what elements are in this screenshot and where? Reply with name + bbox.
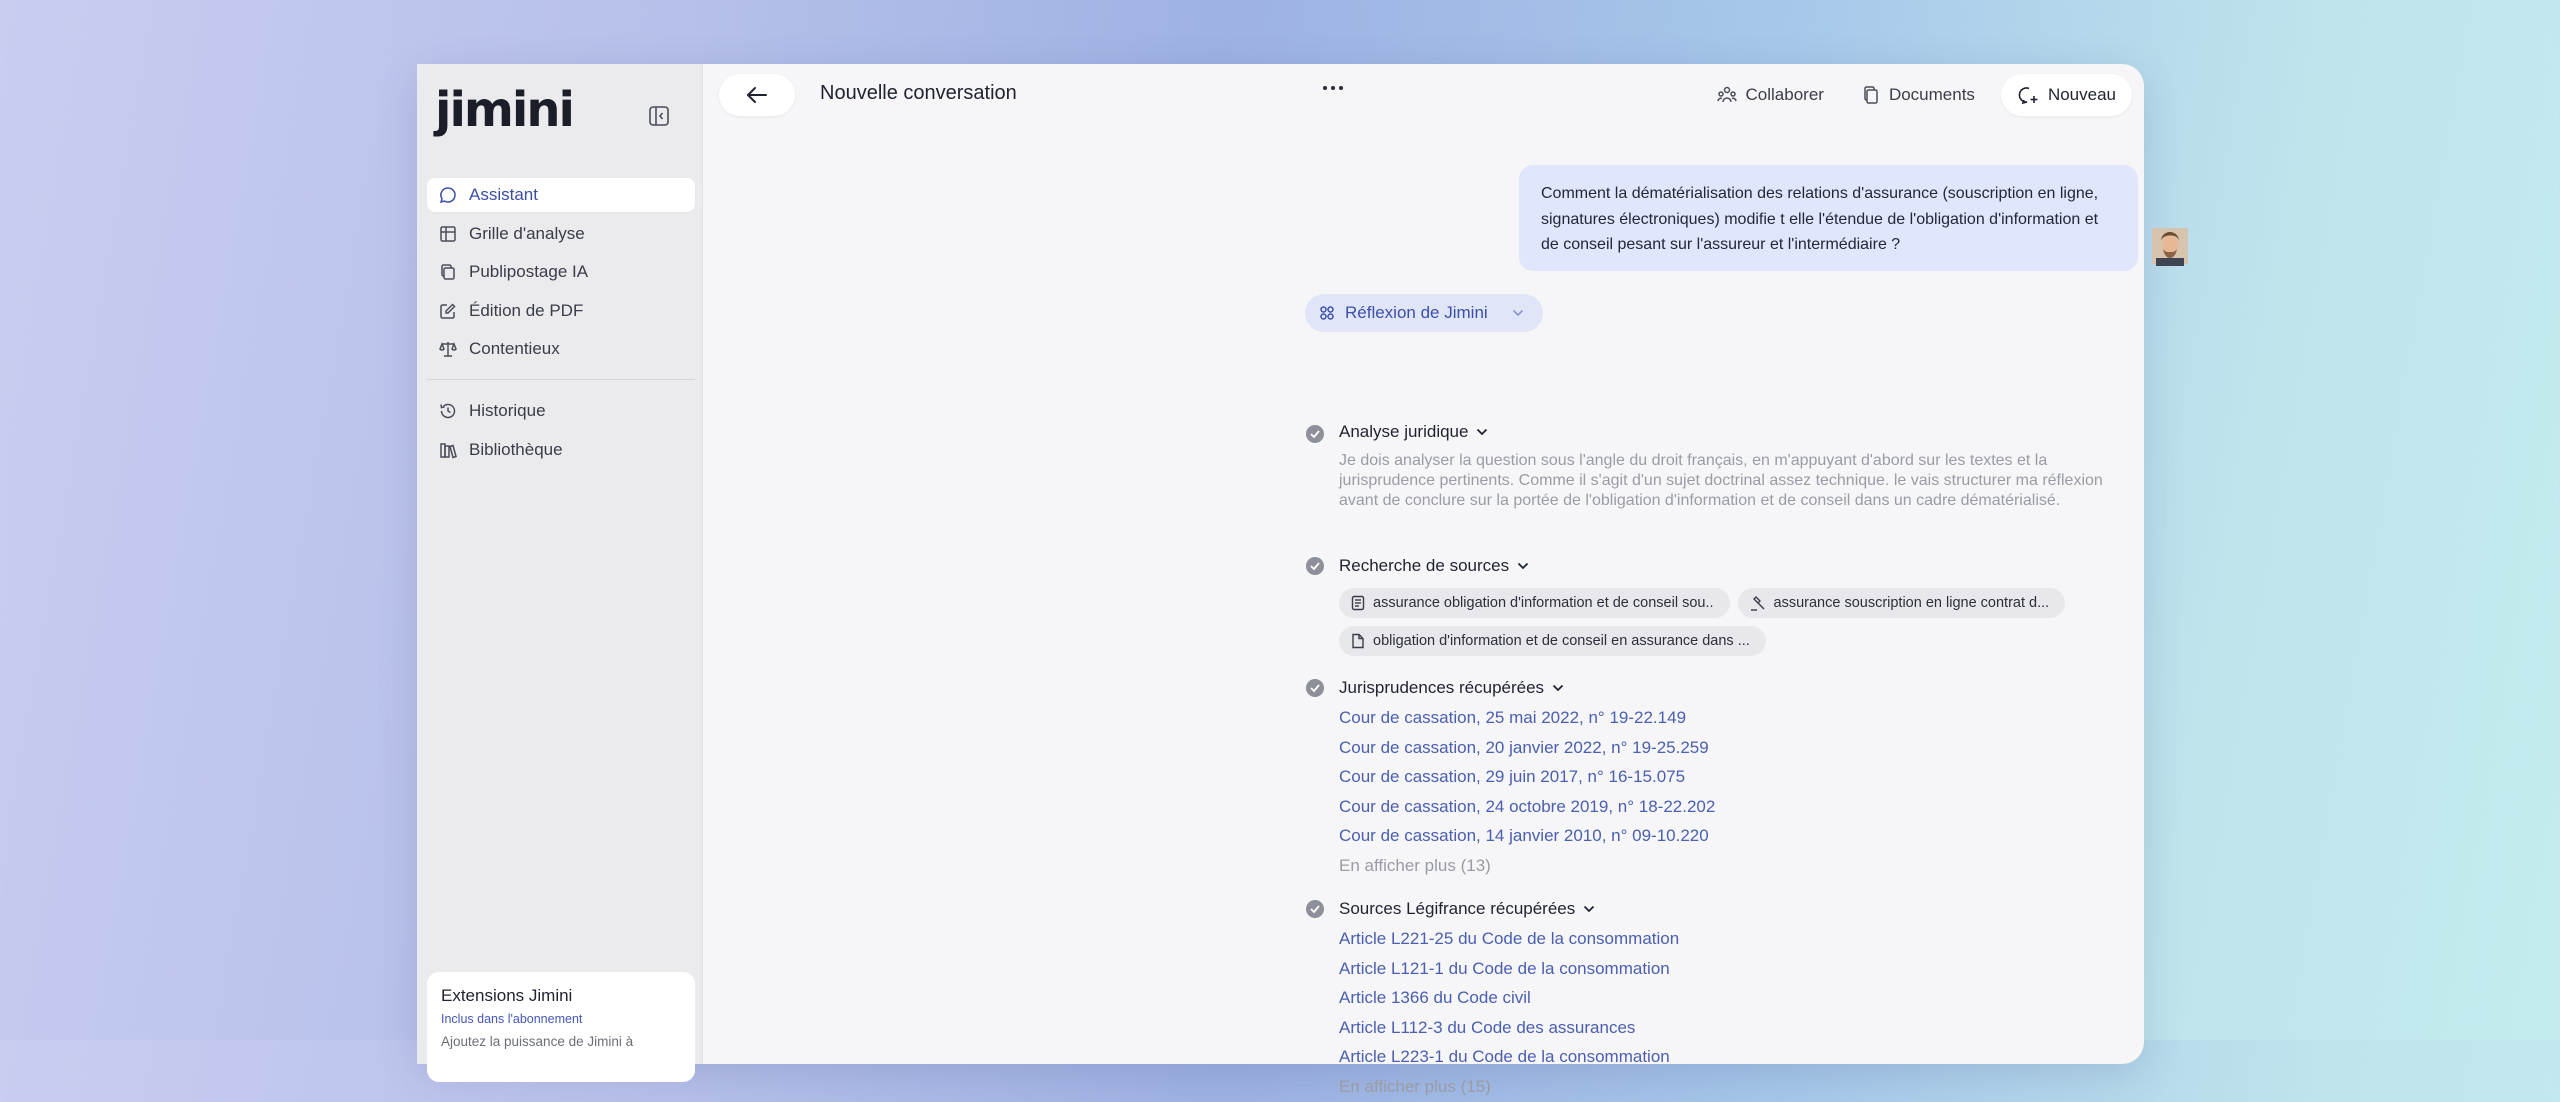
step-title-text: Jurisprudences récupérées [1339, 678, 1545, 697]
extensions-description: Ajoutez la puissance de Jimini à [441, 1034, 634, 1049]
documents-label: Documents [1888, 85, 1975, 104]
jurisprudence-list [1339, 703, 2185, 881]
sidebar-item-label: Contentieux [469, 339, 560, 358]
app-window [417, 64, 2144, 1096]
chevron-down-icon [1583, 905, 1595, 913]
scales-icon [439, 340, 457, 358]
copy-docs-icon [439, 263, 457, 281]
main-panel [703, 64, 2144, 1096]
check-circle-icon [1306, 557, 1324, 575]
show-more-legifrance[interactable]: En afficher plus (15) [1339, 1076, 1491, 1096]
analysis-text: Je dois analyser la question sous l'angle du droit français, en m'appuyant d'abord sur les textes et la jurisprudence pertinents. Comme il s'agit d'un sujet doctrinal assez technique. le vais structurer ma réflexion avant de conclure sur la portée de l'obligation d'information et de conseil dans un cadre dématérialisé. [1339, 452, 2103, 509]
chevron-down-icon [1517, 562, 1529, 570]
sidebar-item-bibliotheque[interactable] [427, 433, 695, 467]
sidebar-item-contentieux[interactable] [427, 332, 695, 366]
back-button[interactable] [719, 74, 795, 116]
history-icon [439, 402, 457, 420]
avatar [2152, 228, 2188, 264]
jurisprudence-link[interactable]: Cour de cassation, 25 mai 2022, n° 19-22.149 [1339, 708, 1687, 727]
legifrance-link[interactable]: Article L223-1 du Code de la consommation [1339, 1047, 1670, 1067]
edit-pencil-icon [439, 302, 457, 320]
sidebar-item-label: Grille d'analyse [469, 223, 585, 243]
sidebar-item-label: Historique [469, 401, 546, 420]
jimini-logo[interactable]: jimini [435, 82, 573, 138]
step-title-sources[interactable] [1339, 554, 2185, 578]
source-chip[interactable] [1339, 626, 1766, 656]
new-conversation-button[interactable] [2001, 74, 2132, 116]
chip-label: assurance souscription en ligne contrat d... [1773, 595, 2050, 611]
step-title-text: Sources Légifrance récupérées [1339, 899, 1576, 918]
sidebar-item-label: Édition de PDF [469, 300, 584, 320]
source-chip[interactable] [1738, 588, 2066, 618]
extensions-card[interactable] [427, 972, 695, 1082]
sidebar-item-label: Bibliothèque [469, 439, 563, 459]
legifrance-link[interactable]: Article L112-3 du Code des assurances [1339, 1017, 1636, 1037]
check-circle-icon [1306, 900, 1324, 918]
table-grid-icon [439, 225, 457, 243]
step-legifrance [1305, 897, 2185, 1102]
jurisprudence-link[interactable]: Cour de cassation, 29 juin 2017, n° 16-15.075 [1339, 767, 1686, 787]
sidebar-item-edition-pdf[interactable] [427, 294, 695, 328]
sidebar-toggle-icon [648, 105, 670, 127]
arrow-left-icon [746, 86, 768, 104]
documents-icon [1862, 85, 1880, 105]
step-title-legifrance[interactable] [1339, 897, 2185, 921]
reflexion-toggle[interactable] [1305, 294, 1543, 332]
step-sources [1305, 554, 2185, 656]
chat-bubble-icon [439, 186, 457, 204]
step-title-analysis[interactable] [1339, 420, 2139, 444]
dot-icon [1331, 86, 1335, 90]
sidebar-nav [427, 178, 695, 471]
show-more-jurisprudence[interactable]: En afficher plus (13) [1339, 855, 1491, 875]
chip-label: assurance obligation d'information et de conseil sou.. [1373, 595, 1714, 611]
step-title-text: Analyse juridique [1339, 422, 1469, 441]
gavel-icon [1750, 595, 1766, 611]
sparkle-grid-icon [1319, 305, 1335, 321]
dot-icon [1323, 86, 1327, 90]
sidebar-item-label: Publipostage IA [469, 262, 589, 281]
sidebar [417, 64, 703, 1064]
extensions-subtitle: Inclus dans l'abonnement [441, 1012, 583, 1026]
source-chips [1339, 588, 2159, 656]
source-chip[interactable] [1339, 588, 1730, 618]
legifrance-list [1339, 924, 2185, 1102]
legifrance-link[interactable]: Article L121-1 du Code de la consommation [1339, 958, 1670, 978]
legifrance-link[interactable]: Article 1366 du Code civil [1339, 988, 1531, 1008]
step-analysis [1305, 354, 2185, 509]
documents-button[interactable] [1850, 74, 1987, 116]
reflexion-label: Réflexion de Jimini [1345, 303, 1488, 322]
legifrance-link[interactable]: Article L221-25 du Code de la consommation [1339, 929, 1680, 948]
sidebar-item-publipostage[interactable] [427, 255, 695, 289]
new-chat-icon [2017, 85, 2039, 105]
check-circle-icon [1306, 425, 1324, 443]
chip-label: obligation d'information et de conseil en assurance dans ... [1373, 633, 1750, 649]
sidebar-item-grille[interactable] [427, 217, 695, 251]
chevron-down-icon [1476, 428, 1488, 436]
sidebar-item-assistant[interactable] [427, 178, 695, 212]
step-title-jurisprudence[interactable] [1339, 676, 2185, 700]
check-circle-icon [1306, 679, 1324, 697]
chevron-down-icon [1552, 684, 1564, 692]
sidebar-item-historique[interactable] [427, 394, 695, 428]
jurisprudence-link[interactable]: Cour de cassation, 14 janvier 2010, n° 09-10.220 [1339, 826, 1709, 846]
jurisprudence-link[interactable]: Cour de cassation, 24 octobre 2019, n° 18-22.202 [1339, 796, 1716, 816]
reasoning-steps [1305, 354, 2185, 509]
jurisprudence-link[interactable]: Cour de cassation, 20 janvier 2022, n° 19-25.259 [1339, 737, 1709, 757]
collapse-sidebar-button[interactable] [647, 104, 671, 128]
new-label: Nouveau [2047, 85, 2116, 104]
step-jurisprudence [1305, 676, 2185, 881]
document-icon [1351, 633, 1365, 649]
extensions-title: Extensions Jimini [441, 986, 573, 1005]
users-icon [1717, 85, 1737, 105]
step-title-text: Recherche de sources [1339, 556, 1510, 575]
nav-divider [427, 379, 695, 380]
conversation-title[interactable]: Nouvelle conversation [820, 82, 1017, 104]
collaborate-label: Collaborer [1745, 85, 1824, 104]
header-actions [1705, 74, 2132, 116]
library-icon [439, 441, 457, 459]
calculator-doc-icon [1351, 595, 1365, 611]
sidebar-item-label: Assistant [469, 185, 538, 204]
chevron-down-icon [1512, 309, 1524, 317]
dot-icon [1339, 86, 1343, 90]
collaborate-button[interactable] [1705, 74, 1836, 116]
user-message: Comment la dématérialisation des relations d'assurance (souscription en ligne, signatures électroniques) modifie t elle l'étendue de l'obligation d'information et de conseil pesant sur l'assureur et l'intermédiaire ? [1519, 165, 2138, 271]
more-options-button[interactable] [1323, 86, 1343, 90]
